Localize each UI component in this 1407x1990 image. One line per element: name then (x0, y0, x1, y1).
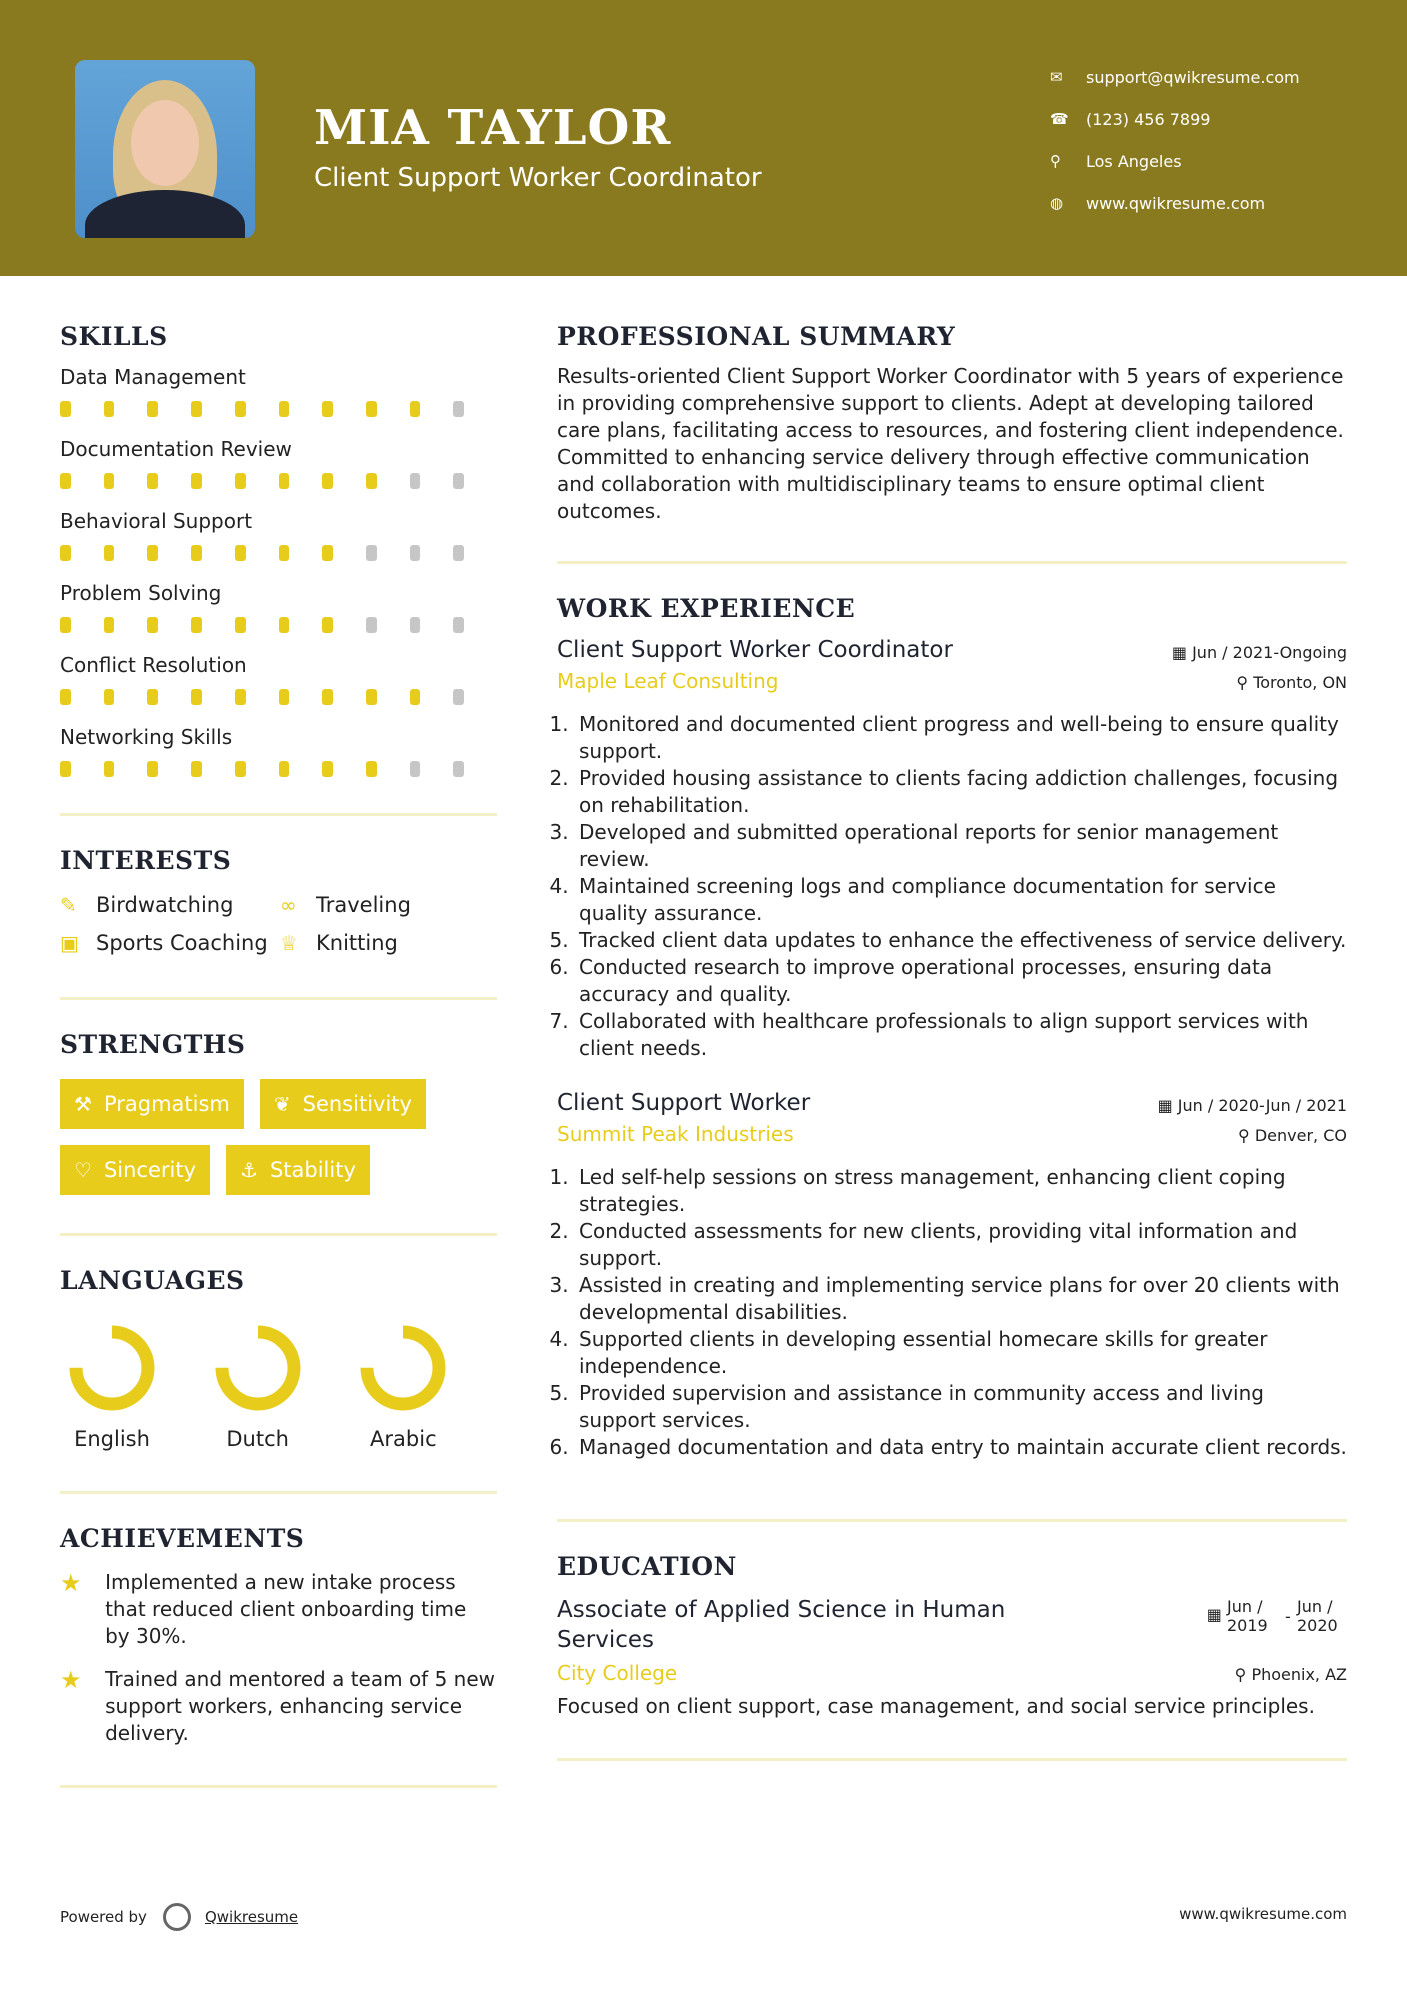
summary-title: PROFESSIONAL SUMMARY (557, 322, 956, 351)
rating-dot (60, 401, 71, 417)
rating-dot (191, 689, 202, 705)
rating-dot (147, 473, 158, 489)
language-name: English (74, 1427, 150, 1451)
candidate-title: Client Support Worker Coordinator (314, 163, 762, 193)
skill-name: Conflict Resolution (60, 653, 247, 677)
rating-dot (147, 761, 158, 777)
rating-dot (191, 473, 202, 489)
rating-dot (322, 761, 333, 777)
contact-email[interactable] (1050, 56, 1300, 98)
interest-item (280, 931, 500, 955)
achievement-text: Implemented a new intake process that reduced client onboarding time by 30%. (105, 1570, 467, 1648)
rating-dot (366, 401, 377, 417)
task-list (557, 711, 1347, 1062)
task-list (557, 1164, 1347, 1461)
language-ring (213, 1323, 303, 1413)
contact-website-text: www.qwikresume.com (1086, 193, 1266, 213)
rating-dot (322, 689, 333, 705)
task-item: 6. Conducted research to improve operational processes, ensuring data accuracy and quality. (575, 954, 1347, 1008)
phone-icon: ☎ (1050, 110, 1069, 128)
strength-label: Pragmatism (103, 1092, 230, 1116)
rating-dot (147, 401, 158, 417)
language-item (60, 1323, 206, 1451)
pushpin-icon: ⚲ (1236, 673, 1254, 692)
rating-dot (453, 617, 464, 633)
language-item (351, 1323, 497, 1451)
task-item: 4. Supported clients in developing essential homecare skills for greater independence. (575, 1326, 1347, 1380)
rating-dot (235, 401, 246, 417)
brand-link[interactable]: Qwikresume (204, 1908, 299, 1926)
interests-list (60, 893, 497, 955)
skills-list (60, 365, 497, 783)
map-pin-icon: ⚲ (1050, 152, 1061, 170)
education-description: Focused on client support, case management, and social service principles. (557, 1694, 1315, 1718)
education-dates (1207, 1597, 1347, 1635)
envelope-icon: ✉ (1050, 68, 1063, 86)
rating-dot (235, 689, 246, 705)
task-item: 3. Developed and submitted operational reports for senior management review. (575, 819, 1347, 873)
summary-text: Results-oriented Client Support Worker Coordinator with 5 years of experience in providing comprehensive support to clients. Adept at developing tailored care plans, facilitating access to resources, and fostering client independence. Committed to enhancing service delivery through effective communication and collaboration with multidisciplinary teams to ensure optimal client outcomes. (557, 364, 1344, 523)
job-location-text: Denver, CO (1254, 1126, 1347, 1145)
task-item: 7. Collaborated with healthcare professionals to align support services with client needs. (575, 1008, 1347, 1062)
rating-dot (453, 401, 464, 417)
education-location-text: Phoenix, AZ (1251, 1665, 1347, 1684)
strength-badge (60, 1079, 244, 1129)
rating-dot (235, 545, 246, 561)
education-end: Jun / 2020 (1297, 1597, 1338, 1635)
rating-dot (191, 761, 202, 777)
rating-dot (410, 545, 421, 561)
job-dates (1158, 1096, 1347, 1115)
pencil-square-icon: ✎ (60, 893, 77, 917)
task-item: 5. Provided supervision and assistance in community access and living support services. (575, 1380, 1347, 1434)
profile-photo (75, 60, 255, 238)
interest-label: Traveling (316, 893, 411, 917)
rating-dot (410, 473, 421, 489)
date-separator: - (1285, 1607, 1291, 1626)
skills-title: SKILLS (60, 322, 168, 351)
rating-dot (366, 689, 377, 705)
rating-dot (60, 473, 71, 489)
rating-dot (322, 473, 333, 489)
rating-dot (366, 473, 377, 489)
education-location (1235, 1665, 1347, 1684)
strength-label: Sincerity (103, 1158, 197, 1182)
binoculars-icon: ∞ (280, 893, 297, 917)
divider (60, 1233, 497, 1236)
job-location (1236, 673, 1347, 692)
rating-dot (104, 401, 115, 417)
skill-rating (60, 401, 497, 423)
task-item: 3. Assisted in creating and implementing service plans for over 20 clients with developmental disabilities. (575, 1272, 1347, 1326)
strength-badge (60, 1145, 210, 1195)
rating-dot (453, 545, 464, 561)
footer-powered (60, 1903, 298, 1931)
powered-by-label: Powered by (60, 1908, 147, 1926)
rating-dot (60, 689, 71, 705)
contact-location-text: Los Angeles (1086, 151, 1182, 171)
job-title: Client Support Worker Coordinator (557, 637, 953, 663)
resume-header (0, 0, 1407, 276)
contact-phone[interactable] (1050, 98, 1300, 140)
task-item: 4. Maintained screening logs and compliance documentation for service quality assurance. (575, 873, 1347, 927)
contact-website[interactable] (1050, 182, 1300, 224)
interests-title: INTERESTS (60, 846, 232, 875)
divider (557, 1758, 1347, 1761)
rating-dot (410, 689, 421, 705)
rating-dot (410, 401, 421, 417)
rating-dot (147, 689, 158, 705)
globe-icon: ◍ (1050, 194, 1064, 212)
school-name: City College (557, 1661, 678, 1685)
rating-dot (366, 617, 377, 633)
job-location-text: Toronto, ON (1253, 673, 1347, 692)
skill-rating (60, 473, 497, 495)
degree-title: Associate of Applied Science in Human Services (557, 1597, 1006, 1653)
achievement-text: Trained and mentored a team of 5 new support workers, enhancing service delivery. (105, 1667, 495, 1745)
rating-dot (60, 617, 71, 633)
divider (60, 997, 497, 1000)
skill-rating (60, 545, 497, 567)
rating-dot (235, 473, 246, 489)
rating-dot (279, 617, 290, 633)
education-entry (557, 1595, 1347, 1720)
strength-label: Stability (269, 1158, 356, 1182)
languages-title: LANGUAGES (60, 1266, 245, 1295)
right-column (557, 300, 1347, 1761)
strength-badge (260, 1079, 426, 1129)
interest-label: Knitting (316, 931, 398, 955)
rating-dot (60, 761, 71, 777)
interest-item (280, 893, 500, 917)
heart-icon: ♡ (74, 1158, 92, 1182)
achievement-item (60, 1569, 497, 1650)
gavel-icon: ⚒ (74, 1092, 92, 1116)
anchor-icon: ⚓ (240, 1158, 258, 1182)
pushpin-icon: ⚲ (1234, 1665, 1252, 1684)
language-ring (358, 1323, 448, 1413)
rating-dot (104, 545, 115, 561)
interest-label: Sports Coaching (96, 931, 268, 955)
suitcase-icon: ▣ (60, 931, 79, 955)
job-entry (557, 637, 1347, 1062)
task-item: 5. Tracked client data updates to enhance the effectiveness of service delivery. (575, 927, 1347, 954)
skill-name: Data Management (60, 365, 246, 389)
rating-dot (453, 689, 464, 705)
education-start: Jun / 2019 (1227, 1597, 1268, 1635)
star-icon: ★ (60, 1569, 82, 1597)
task-item: 2. Conducted assessments for new clients, providing vital information and support. (575, 1218, 1347, 1272)
pushpin-icon: ⚲ (1238, 1126, 1255, 1145)
strength-badge (226, 1145, 370, 1195)
job-location (1238, 1126, 1347, 1145)
interest-item (60, 931, 280, 955)
star-icon: ★ (60, 1666, 82, 1694)
rating-dot (147, 545, 158, 561)
rating-dot (60, 545, 71, 561)
rating-dot (410, 617, 421, 633)
language-name: Arabic (370, 1427, 437, 1451)
skill-name: Networking Skills (60, 725, 233, 749)
divider (60, 813, 497, 816)
qwikresume-logo-icon (163, 1903, 191, 1931)
language-item (206, 1323, 352, 1451)
rating-dot (410, 761, 421, 777)
rating-dot (453, 761, 464, 777)
task-item: 2. Provided housing assistance to clients facing addiction challenges, focusing on rehabilitation. (575, 765, 1347, 819)
divider (60, 1491, 497, 1494)
rating-dot (322, 401, 333, 417)
job-title: Client Support Worker (557, 1090, 811, 1116)
work-title: WORK EXPERIENCE (557, 594, 856, 623)
company-name: Maple Leaf Consulting (557, 669, 779, 693)
rating-dot (147, 617, 158, 633)
calendar-icon: ▦ (1206, 1605, 1227, 1624)
task-item: 1. Led self-help sessions on stress management, enhancing client coping strategies. (575, 1164, 1347, 1218)
divider (60, 1785, 497, 1788)
rating-dot (191, 401, 202, 417)
contact-list (1050, 56, 1300, 224)
languages-list (60, 1323, 497, 1451)
leaf-icon: ❦ (273, 1092, 291, 1116)
rating-dot (322, 545, 333, 561)
achievement-item (60, 1666, 497, 1747)
rating-dot (322, 617, 333, 633)
divider (557, 561, 1347, 564)
task-item: 1. Monitored and documented client progress and well-being to ensure quality support. (575, 711, 1347, 765)
rating-dot (453, 473, 464, 489)
job-entry (557, 1090, 1347, 1461)
skill-rating (60, 689, 497, 711)
rating-dot (279, 473, 290, 489)
divider (557, 1519, 1347, 1522)
rating-dot (104, 689, 115, 705)
skill-name: Documentation Review (60, 437, 292, 461)
contact-email-text: support@qwikresume.com (1086, 67, 1300, 87)
rating-dot (235, 761, 246, 777)
language-ring (67, 1323, 157, 1413)
job-dates-text: Jun / 2021-Ongoing (1192, 643, 1347, 662)
skill-rating (60, 617, 497, 639)
contact-phone-text: (123) 456 7899 (1086, 109, 1211, 129)
candidate-name: MIA TAYLOR (314, 100, 672, 156)
left-column (60, 300, 497, 1788)
strengths-title: STRENGTHS (60, 1030, 246, 1059)
rating-dot (366, 761, 377, 777)
footer-url[interactable]: www.qwikresume.com (1179, 1905, 1347, 1923)
calendar-icon: ▦ (1157, 1096, 1178, 1115)
skill-rating (60, 761, 497, 783)
job-dates-text: Jun / 2020-Jun / 2021 (1177, 1096, 1347, 1115)
rating-dot (104, 761, 115, 777)
strengths-list (60, 1079, 497, 1195)
rating-dot (366, 545, 377, 561)
skill-name: Behavioral Support (60, 509, 253, 533)
task-item: 6. Managed documentation and data entry to maintain accurate client records. (575, 1434, 1347, 1461)
rating-dot (191, 617, 202, 633)
job-dates (1172, 643, 1347, 662)
calendar-icon: ▦ (1171, 643, 1193, 662)
rating-dot (279, 401, 290, 417)
rating-dot (279, 545, 290, 561)
company-name: Summit Peak Industries (557, 1122, 794, 1146)
interest-item (60, 893, 280, 917)
achievements-title: ACHIEVEMENTS (60, 1524, 305, 1553)
trophy-icon: ♕ (280, 931, 298, 955)
language-name: Dutch (226, 1427, 289, 1451)
education-title: EDUCATION (557, 1552, 737, 1581)
contact-location (1050, 140, 1300, 182)
skill-name: Problem Solving (60, 581, 222, 605)
rating-dot (235, 617, 246, 633)
rating-dot (191, 545, 202, 561)
rating-dot (279, 689, 290, 705)
rating-dot (104, 617, 115, 633)
rating-dot (279, 761, 290, 777)
rating-dot (104, 473, 115, 489)
interest-label: Birdwatching (96, 893, 234, 917)
strength-label: Sensitivity (302, 1092, 412, 1116)
